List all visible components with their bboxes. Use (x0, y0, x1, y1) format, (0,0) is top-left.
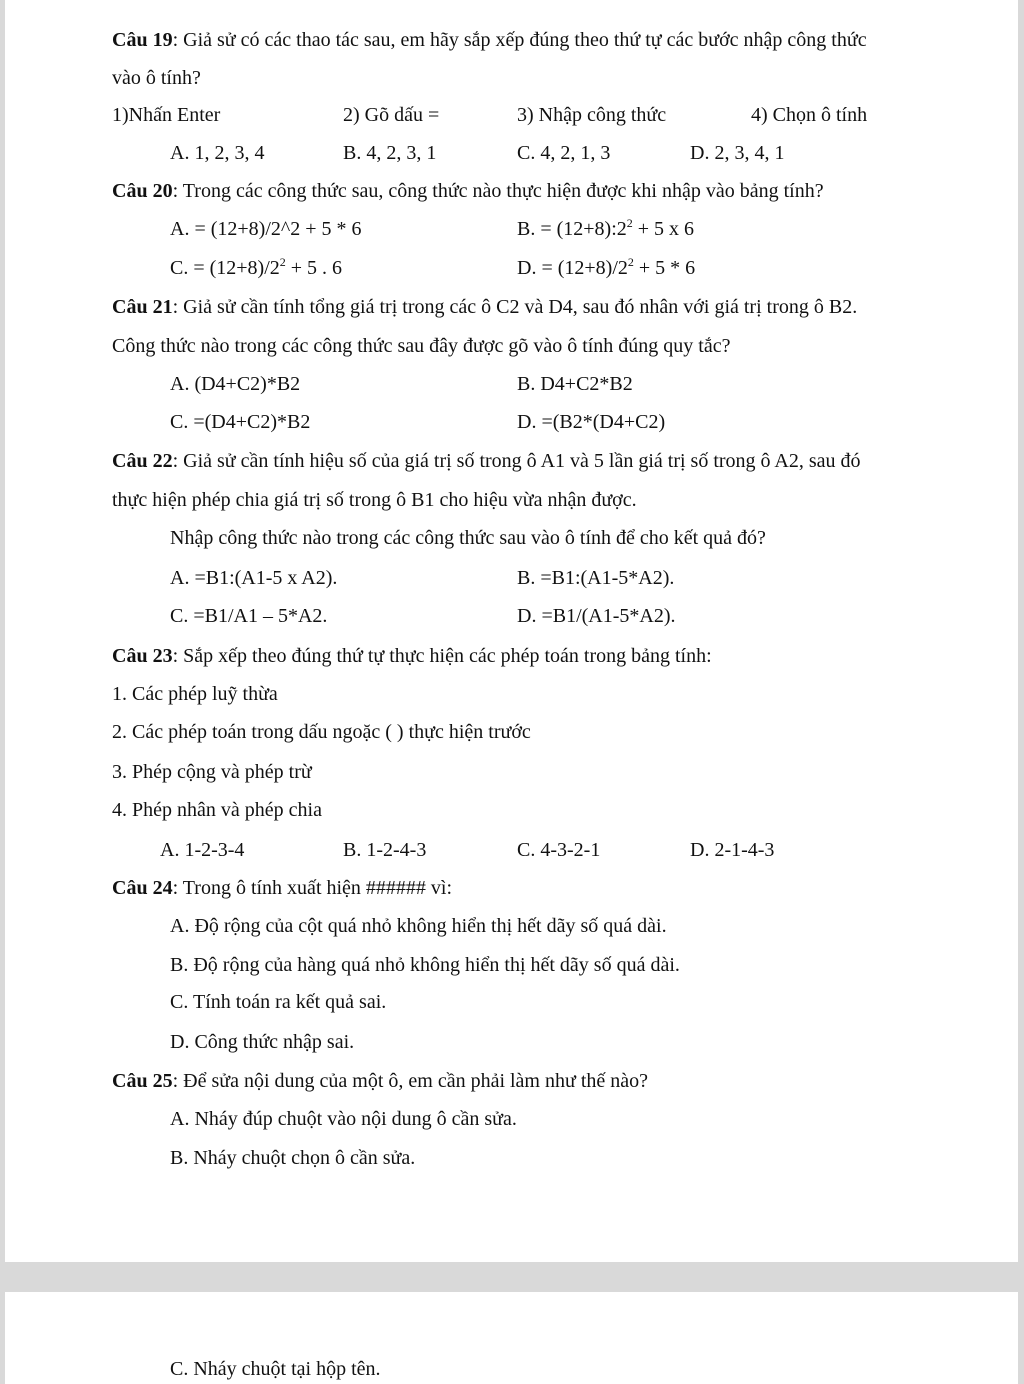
question-text: : Trong các công thức sau, công thức nào thực hiện được khi nhập vào bảng tính? (172, 180, 824, 202)
answer-option: B. Độ rộng của hàng quá nhỏ không hiển thị hết dãy số quá dài. (170, 954, 680, 976)
answer-option: B. 1-2-4-3 (343, 839, 427, 861)
answer-option: B. 4, 2, 3, 1 (343, 142, 437, 164)
answer-option: D. =(B2*(D4+C2) (517, 411, 666, 433)
question-text: : Giả sử cần tính hiệu số của giá trị số trong ô A1 và 5 lần giá trị số trong ô A2, sau đó (172, 450, 861, 472)
list-item: 2. Các phép toán trong dấu ngoặc ( ) thực hiện trước (112, 721, 531, 743)
question-25 (112, 1069, 648, 1093)
answer-option: A. 1, 2, 3, 4 (170, 142, 265, 164)
answer-option: D. 2-1-4-3 (690, 839, 775, 861)
question-label: Câu 25 (112, 1070, 173, 1092)
question-label: Câu 23 (112, 645, 173, 667)
question-text: : Để sửa nội dung của một ô, em cần phải làm như thế nào? (172, 1070, 649, 1092)
question-text: : Trong ô tính xuất hiện ###### vì: (172, 877, 453, 899)
question-label: Câu 19 (112, 29, 173, 51)
step-item: 1)Nhấn Enter (112, 104, 221, 126)
question-20 (112, 179, 824, 203)
question-21 (112, 295, 857, 319)
question-text-cont: thực hiện phép chia giá trị số trong ô B1 cho hiệu vừa nhận được. (112, 489, 637, 511)
answer-option: C. Tính toán ra kết quả sai. (170, 991, 387, 1013)
answer-option: D. =B1/(A1-5*A2). (517, 605, 676, 627)
page-2 (5, 1292, 1018, 1384)
list-item: 4. Phép nhân và phép chia (112, 799, 322, 821)
question-24 (112, 876, 452, 900)
step-item: 4) Chọn ô tính (751, 104, 868, 126)
answer-option: A. = (12+8)/2^2 + 5 * 6 (170, 218, 362, 240)
step-item: 2) Gõ dấu = (343, 104, 440, 126)
question-label: Câu 21 (112, 296, 173, 318)
list-item: 1. Các phép luỹ thừa (112, 683, 278, 705)
question-22 (112, 449, 861, 473)
question-text: : Giả sử cần tính tổng giá trị trong các ô C2 và D4, sau đó nhân với giá trị trong ô B2. (172, 296, 858, 318)
answer-option: D. 2, 3, 4, 1 (690, 142, 785, 164)
answer-option: C. =(D4+C2)*B2 (170, 411, 311, 433)
answer-option: C. Nháy chuột tại hộp tên. (170, 1358, 381, 1380)
answer-option: C. 4-3-2-1 (517, 839, 601, 861)
question-text-cont: vào ô tính? (112, 67, 201, 89)
step-item: 3) Nhập công thức (517, 104, 667, 126)
answer-option: B. Nháy chuột chọn ô cần sửa. (170, 1147, 416, 1169)
answer-option: A. 1-2-3-4 (160, 839, 245, 861)
question-19 (112, 28, 867, 52)
question-23 (112, 644, 712, 668)
answer-option: D. Công thức nhập sai. (170, 1031, 355, 1053)
question-label: Câu 24 (112, 877, 173, 899)
answer-option: D. = $(12+8)/2^2 + 5 * 6$ (517, 255, 696, 279)
answer-option: C. = $(12+8)/2^2 + 5$ . 6 (170, 255, 343, 279)
answer-option: A. (D4+C2)*B2 (170, 373, 301, 395)
answer-option: C. =B1/A1 – 5*A2. (170, 605, 328, 627)
answer-option: A. =B1:(A1-5 x A2). (170, 567, 338, 589)
answer-option: B. = $(12+8):2^2 + 5$ x 6 (517, 216, 695, 240)
question-text: : Sắp xếp theo đúng thứ tự thực hiện các phép toán trong bảng tính: (172, 645, 712, 667)
question-label: Câu 22 (112, 450, 173, 472)
answer-option: B. =B1:(A1-5*A2). (517, 567, 675, 589)
question-text-cont: Nhập công thức nào trong các công thức sau vào ô tính để cho kết quả đó? (170, 527, 766, 549)
answer-option: A. Độ rộng của cột quá nhỏ không hiển thị hết dãy số quá dài. (170, 915, 667, 937)
question-text: : Giả sử có các thao tác sau, em hãy sắp xếp đúng theo thứ tự các bước nhập công thức (172, 29, 867, 51)
answer-option: A. Nháy đúp chuột vào nội dung ô cần sửa. (170, 1108, 517, 1130)
answer-option: B. D4+C2*B2 (517, 373, 633, 395)
list-item: 3. Phép cộng và phép trừ (112, 761, 312, 783)
answer-option: C. 4, 2, 1, 3 (517, 142, 611, 164)
question-text-cont: Công thức nào trong các công thức sau đây được gõ vào ô tính đúng quy tắc? (112, 335, 731, 357)
question-label: Câu 20 (112, 180, 173, 202)
